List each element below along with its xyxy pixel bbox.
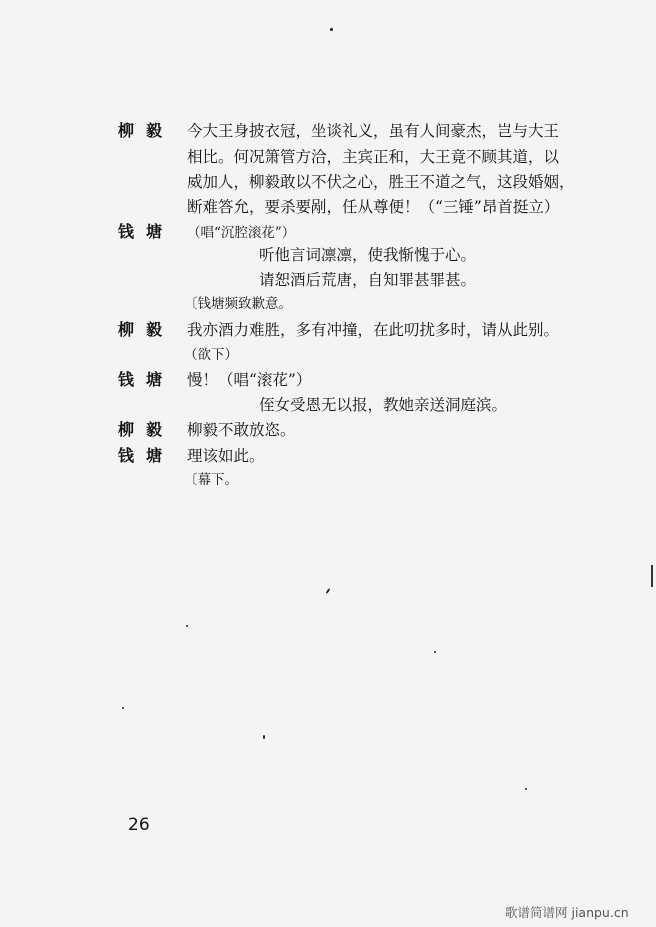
dialogue-line: 柳毅不敢放恣。 bbox=[187, 421, 296, 439]
speaker-qian-tang: 钱塘 bbox=[118, 222, 175, 241]
scan-edge-mark bbox=[651, 565, 653, 587]
stage-direction: （欲下） bbox=[184, 347, 238, 363]
print-speck bbox=[186, 625, 188, 627]
print-speck bbox=[525, 788, 527, 790]
stage-direction: 〔幕下。 bbox=[184, 472, 238, 488]
stage-direction: 〔钱塘频致歉意。 bbox=[184, 296, 292, 312]
stage-direction: （唱“沉腔滚花”） bbox=[187, 225, 296, 241]
dialogue-line: 理该如此。 bbox=[187, 447, 265, 465]
sung-verse: 听他言词凛凛，使我惭愧于心。 bbox=[259, 246, 477, 264]
dialogue-line: 慢！（唱“滚花”） bbox=[187, 371, 312, 389]
speaker-liu-yi: 柳毅 bbox=[118, 420, 175, 439]
print-speck bbox=[122, 707, 124, 709]
dialogue-line: 我亦酒力难胜，多有冲撞，在此叨扰多时，请从此别。 bbox=[187, 321, 560, 339]
print-speck bbox=[325, 588, 330, 594]
speaker-liu-yi: 柳毅 bbox=[118, 121, 175, 140]
dialogue-line: 今大王身披衣冠，坐谈礼义，虽有人间豪杰，岂与大王 bbox=[187, 122, 560, 140]
page-number: 26 bbox=[128, 815, 150, 835]
dialogue-line: 威加人，柳毅敢以不伏之心，胜王不道之气，这段婚姻， bbox=[187, 173, 575, 191]
print-speck bbox=[263, 735, 265, 739]
dialogue-line: 相比。何况箫管方洽，主宾正和，大王竟不顾其道，以 bbox=[187, 148, 560, 166]
sung-verse: 侄女受恩无以报，教她亲送洞庭滨。 bbox=[259, 396, 508, 414]
sung-verse: 请恕酒后荒唐，自知罪甚罪甚。 bbox=[259, 271, 477, 289]
speaker-liu-yi: 柳毅 bbox=[118, 320, 175, 339]
print-speck bbox=[434, 651, 436, 653]
speaker-qian-tang: 钱塘 bbox=[118, 370, 175, 389]
site-watermark: 歌谱简谱网 jianpu.cn bbox=[505, 905, 629, 920]
speaker-qian-tang: 钱塘 bbox=[118, 446, 175, 465]
dialogue-line: 断难答允，要杀要剐，任从尊便！（“三锤”昂首挺立） bbox=[187, 198, 560, 216]
print-speck bbox=[330, 28, 333, 31]
